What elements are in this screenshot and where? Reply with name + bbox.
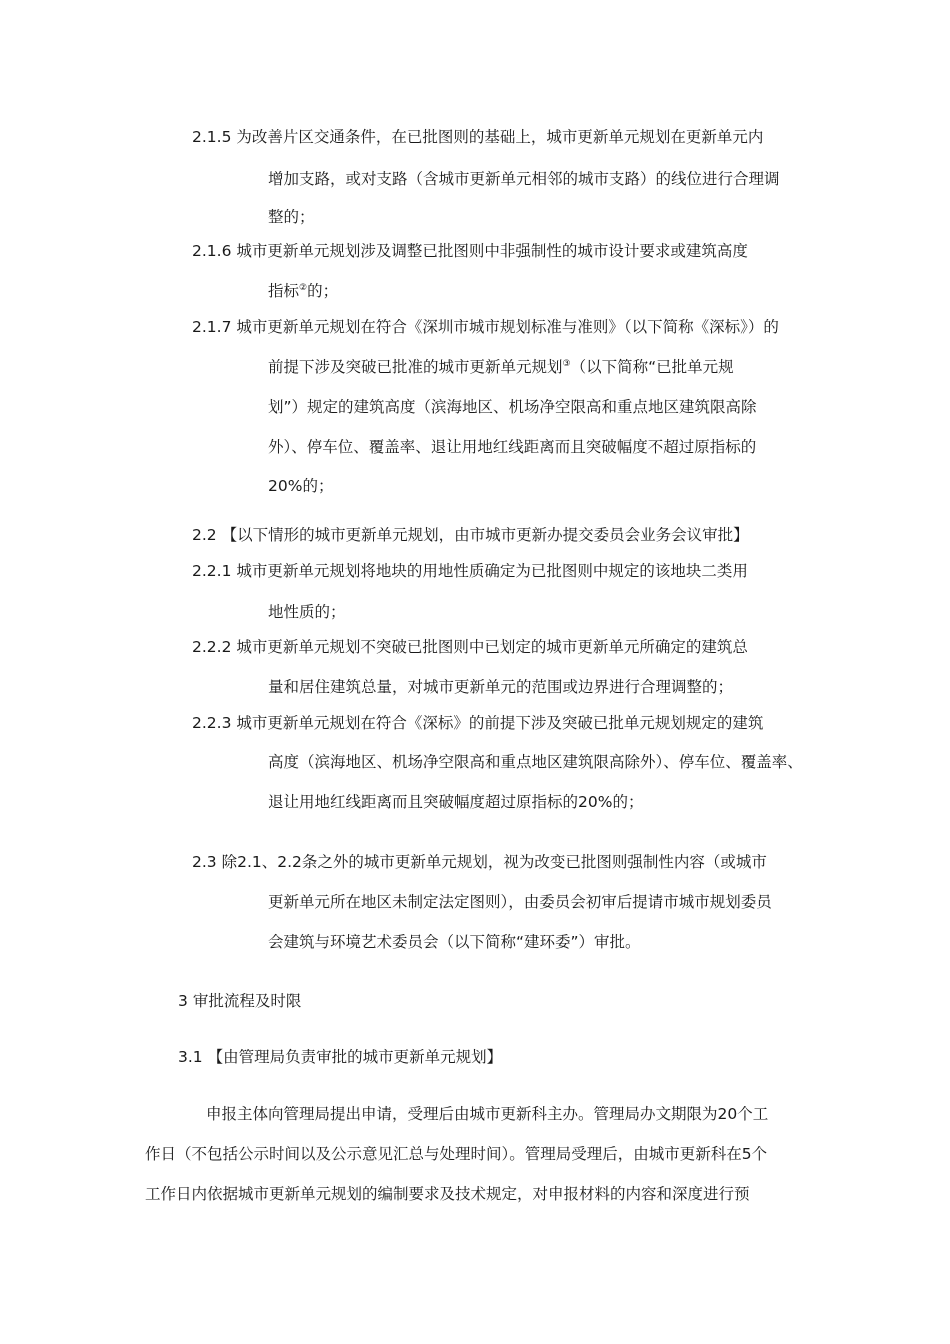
clause-2-2-3-line-2: 高度（滨海地区、机场净空限高和重点地区建筑限高除外）、停车位、覆盖率、 <box>268 753 803 771</box>
section-number: 3 <box>178 992 188 1010</box>
clause-2-2-3-line-1 <box>192 713 763 733</box>
section-3-heading <box>178 991 301 1011</box>
clause-text: 除2.1、2.2条之外的城市更新单元规划，视为改变已批图则强制性内容（或城市 <box>221 853 767 871</box>
clause-2-1-7-line-2: 前提下涉及突破已批准的城市更新单元规划③（以下简称“已批单元规 <box>268 358 734 376</box>
clause-2-1-6-line-1 <box>192 241 748 261</box>
clause-2-3-line-3: 会建筑与环境艺术委员会（以下简称“建环委”）审批。 <box>268 933 641 951</box>
clause-text: 城市更新单元规划在符合《深圳市城市规划标准与准则》（以下简称《深标》）的 <box>236 318 779 336</box>
section-number: 3.1 <box>178 1048 203 1066</box>
clause-number: 2.1.7 <box>192 318 232 336</box>
clause-number: 2.2.2 <box>192 638 232 656</box>
clause-2-1-7-line-4: 外）、停车位、覆盖率、退让用地红线距离而且突破幅度不超过原指标的 <box>268 438 757 456</box>
clause-2-3-line-2: 更新单元所在地区未制定法定图则），由委员会初审后提请市城市规划委员 <box>268 893 772 911</box>
clause-text: 城市更新单元规划不突破已批图则中已划定的城市更新单元所确定的建筑总 <box>236 638 748 656</box>
clause-number: 2.2.1 <box>192 562 232 580</box>
section-heading-text: 【以下情形的城市更新单元规划，由市城市更新办提交委员会业务会议审批】 <box>221 526 749 544</box>
clause-number: 2.1.6 <box>192 242 232 260</box>
section-3-1-heading <box>178 1047 502 1067</box>
footnote-marker: ② <box>299 282 308 293</box>
footnote-marker: ③ <box>562 358 571 369</box>
section-2-2-heading <box>192 525 749 545</box>
clause-2-1-7-line-3: 划”）规定的建筑高度（滨海地区、机场净空限高和重点地区建筑限高除 <box>268 398 757 416</box>
clause-2-2-3-line-3: 退让用地红线距离而且突破幅度超过原指标的20%的； <box>268 793 644 811</box>
clause-number: 2.1.5 <box>192 128 232 146</box>
clause-2-1-7-line-1 <box>192 317 779 337</box>
clause-2-2-1-line-2: 地性质的； <box>268 603 346 621</box>
clause-2-1-6-line-2: 指标②的； <box>268 282 339 300</box>
clause-number: 2.2.3 <box>192 714 232 732</box>
clause-text: 城市更新单元规划在符合《深标》的前提下涉及突破已批单元规划规定的建筑 <box>236 714 764 732</box>
section-heading-text: 【由管理局负责审批的城市更新单元规划】 <box>207 1048 503 1066</box>
paragraph-line-2: 作日（不包括公示时间以及公示意见汇总与处理时间）。管理局受理后，由城市更新科在5个 <box>145 1145 768 1163</box>
clause-2-2-1-line-1 <box>192 561 748 581</box>
clause-2-3-line-1 <box>192 852 767 872</box>
clause-2-2-2-line-2: 量和居住建筑总量，对城市更新单元的范围或边界进行合理调整的； <box>268 678 734 696</box>
clause-2-1-5-line-1 <box>192 127 763 147</box>
clause-2-2-2-line-1 <box>192 637 748 657</box>
clause-number: 2.3 <box>192 853 217 871</box>
clause-text: 城市更新单元规划涉及调整已批图则中非强制性的城市设计要求或建筑高度 <box>236 242 748 260</box>
clause-text: 城市更新单元规划将地块的用地性质确定为已批图则中规定的该地块二类用 <box>236 562 748 580</box>
section-title: 审批流程及时限 <box>192 992 302 1010</box>
clause-2-1-5-line-3: 整的； <box>268 208 315 226</box>
paragraph-line-3: 工作日内依据城市更新单元规划的编制要求及技术规定，对申报材料的内容和深度进行预 <box>145 1185 750 1203</box>
paragraph-line-1: 申报主体向管理局提出申请，受理后由城市更新科主办。管理局办文期限为20个工 <box>206 1105 769 1123</box>
clause-2-1-7-line-5: 20%的； <box>268 477 334 495</box>
section-number: 2.2 <box>192 526 217 544</box>
clause-2-1-5-line-2: 增加支路，或对支路（含城市更新单元相邻的城市支路）的线位进行合理调 <box>268 170 780 188</box>
clause-text: 为改善片区交通条件，在已批图则的基础上，城市更新单元规划在更新单元内 <box>236 128 764 146</box>
